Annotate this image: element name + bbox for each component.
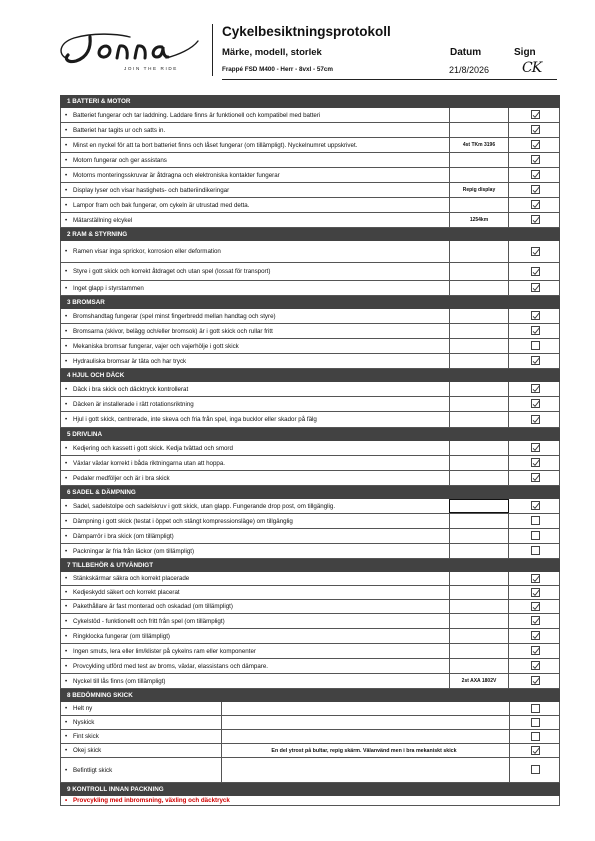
- header-underline: [222, 79, 557, 80]
- column-divider: [509, 758, 510, 782]
- bullet: •: [65, 575, 68, 582]
- checkbox[interactable]: [531, 676, 540, 685]
- bullet: •: [65, 532, 68, 540]
- checkbox[interactable]: [531, 574, 540, 583]
- bullet: •: [65, 385, 68, 393]
- checklist-item-label: [65, 659, 268, 673]
- condition-comment: En del ytrost på bultar, repig skärm. Välanvänd men i bra mekaniskt skick: [271, 747, 457, 754]
- page-title: Cykelbesiktningsprotokoll: [222, 24, 391, 39]
- bullet: •: [65, 156, 68, 164]
- checkbox[interactable]: [531, 531, 540, 540]
- checklist-row: [60, 730, 560, 744]
- bullet: •: [65, 186, 68, 194]
- checklist-item-label: [65, 674, 166, 688]
- checklist-item-text: Mekaniska bromsar fungerar, vajer och vajerhölje i gott skick: [73, 342, 239, 350]
- checklist-item-label: [65, 586, 180, 599]
- checklist-item-text: Mätarställning elcykel: [73, 216, 133, 224]
- checklist-item-text: Cykelstöd - funktionellt och fritt från spel (om tillämpligt): [73, 617, 225, 625]
- checklist-row: [60, 614, 560, 629]
- comment-cell: [449, 263, 509, 280]
- checkbox[interactable]: [531, 616, 540, 625]
- bullet: •: [65, 327, 68, 335]
- checklist-row: [60, 674, 560, 689]
- checklist-row: [60, 263, 560, 281]
- checklist-row: [60, 397, 560, 412]
- checklist-item-label: [65, 441, 233, 455]
- bullet: •: [65, 126, 68, 134]
- checklist-item-text: Nyskick: [73, 719, 95, 726]
- bullet: •: [65, 268, 68, 275]
- checklist-item-text: Hydrauliska bromsar är täta och har tryck: [73, 357, 187, 365]
- bullet: •: [65, 632, 68, 640]
- bullet: •: [65, 719, 68, 726]
- checklist-item-label: [65, 263, 270, 280]
- checkbox[interactable]: [531, 443, 540, 452]
- column-divider: [509, 702, 510, 715]
- checklist-item-label: [65, 529, 174, 543]
- comment-cell: [449, 339, 509, 353]
- checkbox[interactable]: [531, 458, 540, 467]
- checklist-row: [60, 471, 560, 486]
- bullet: •: [65, 201, 68, 209]
- header-divider: [212, 24, 213, 76]
- checklist-item-text: Styre i gott skick och korrekt åtdraget och utan spel (lossat för transport): [73, 268, 271, 275]
- checklist-item-text: Motorn fungerar och ger assistans: [73, 156, 167, 164]
- bullet: •: [65, 547, 68, 555]
- checklist-item-label: [65, 544, 194, 558]
- signature: CK: [522, 60, 542, 76]
- checkbox[interactable]: [531, 516, 540, 525]
- checklist-item-text: Nyckel till lås finns (om tillämpligt): [73, 677, 166, 685]
- comment-cell: [449, 397, 509, 411]
- checkbox[interactable]: [531, 746, 540, 755]
- comment-cell: [449, 644, 509, 658]
- checklist-row: [60, 281, 560, 296]
- condition-comment: [221, 716, 507, 729]
- checklist-item-label: [65, 281, 144, 295]
- checklist-item-text: Stänkskärmar säkra och korrekt placerade: [73, 575, 190, 582]
- checkbox[interactable]: [531, 200, 540, 209]
- comment-cell: 4st TKm 3196: [449, 138, 509, 152]
- checklist-item-text: Bromsarna (skivor, belägg och/eller bromsok) är i gott skick och rullar fritt: [73, 327, 273, 335]
- section-header: 3 BROMSAR: [60, 296, 560, 309]
- bullet: •: [65, 662, 68, 670]
- checklist-item-text: Däcken är installerade i rätt rotationsriktning: [73, 400, 194, 408]
- checklist-item-text: Batteriet fungerar och tar laddning. Laddare finns är funktionell och kompatibel med batteri: [73, 111, 321, 119]
- checkbox[interactable]: [531, 170, 540, 179]
- bullet: •: [65, 603, 68, 610]
- sign-label: Sign: [514, 47, 536, 58]
- bullet: •: [65, 141, 68, 149]
- checklist-item-text: Ringklocka fungerar (om tillämpligt): [73, 632, 170, 640]
- checklist-item-text: Motorns monteringsskruvar är åtdragna och elektroniska kontakter fungerar: [73, 171, 280, 179]
- bullet: •: [65, 444, 68, 452]
- bike-info-label: Märke, modell, storlek: [222, 47, 322, 58]
- checkbox[interactable]: [531, 155, 540, 164]
- checkbox[interactable]: [531, 125, 540, 134]
- checklist-row: [60, 644, 560, 659]
- checklist-row: [60, 382, 560, 397]
- checkbox[interactable]: [531, 415, 540, 424]
- comment-cell: [449, 412, 509, 427]
- checklist-item-label: [65, 499, 335, 513]
- checkbox[interactable]: [531, 501, 540, 510]
- checkbox[interactable]: [531, 215, 540, 224]
- checklist-row: [60, 600, 560, 614]
- bullet: •: [65, 312, 68, 320]
- checklist-item-text: Växlar växlar korrekt i båda riktningarna utan att hoppa.: [73, 459, 226, 467]
- checklist-row: [60, 702, 560, 716]
- comment-cell: [449, 123, 509, 137]
- comment-cell: [449, 614, 509, 628]
- checkbox[interactable]: [531, 704, 540, 713]
- condition-comment: [221, 730, 507, 743]
- checklist-item-label: [65, 730, 99, 743]
- checklist-item-label: [65, 354, 186, 368]
- bullet: •: [65, 733, 68, 740]
- comment-cell: [449, 198, 509, 212]
- checklist-item-text: Dämpning i gott skick (testat i öppet och stängt kompressionsläge) om tillgänglig: [73, 517, 293, 525]
- column-divider: [509, 730, 510, 743]
- checklist-item-label: [65, 572, 189, 585]
- checklist-item-label: [65, 213, 132, 227]
- checklist-item-label: [65, 702, 92, 715]
- checkbox[interactable]: [531, 247, 540, 256]
- section-header: 5 DRIVLINA: [60, 428, 560, 441]
- logo-tagline: JOIN THE RIDE: [124, 66, 178, 71]
- checklist-item-label: [65, 123, 165, 137]
- checklist-item-text: Ingen smuts, lera eller lim/klister på cykelns ram eller komponenter: [73, 647, 256, 655]
- checkbox[interactable]: [531, 588, 540, 597]
- checklist-row: [60, 716, 560, 730]
- checklist-row: [60, 168, 560, 183]
- checklist-item-text: Provcykling med inbromsning, växling och däcktryck: [73, 797, 230, 804]
- comment-cell: [449, 354, 509, 368]
- checkbox[interactable]: [531, 399, 540, 408]
- checklist-item-label: [65, 397, 194, 411]
- comment-cell: [449, 441, 509, 455]
- checklist-item-text: Kedjeskydd säkert och korrekt placerat: [73, 589, 180, 596]
- checklist-item-label: [65, 183, 229, 197]
- checklist-row: [60, 544, 560, 559]
- header: [0, 0, 595, 90]
- checklist-row: [60, 499, 560, 514]
- checklist-item-text: Display lyser och visar hastighets- och batteriindikeringar: [73, 186, 230, 194]
- checkbox[interactable]: [531, 283, 540, 292]
- checkbox[interactable]: [531, 602, 540, 611]
- bullet: •: [65, 747, 68, 754]
- column-divider: [509, 716, 510, 729]
- checklist-item-text: Dämparrör i bra skick (om tillämpligt): [73, 532, 174, 540]
- checkbox[interactable]: [531, 732, 540, 741]
- checklist-item-label: [65, 339, 239, 353]
- checklist-item-label: [65, 412, 317, 427]
- checkbox[interactable]: [531, 326, 540, 335]
- comment-cell: [449, 514, 509, 528]
- checklist-row: [60, 659, 560, 674]
- checklist-item-label: [65, 108, 320, 122]
- comment-cell: [449, 108, 509, 122]
- checklist-item-label: [65, 600, 233, 613]
- comment-cell: [449, 471, 509, 485]
- checklist-item-text: Befintligt skick: [73, 766, 113, 774]
- checklist-item-label: [65, 614, 225, 628]
- checklist-item-label: [65, 382, 188, 396]
- comment-cell: [449, 586, 509, 599]
- comment-cell: [449, 281, 509, 295]
- checklist-item-text: Minst en nyckel för att ta bort batteriet finns och låset fungerar (om tillämpligt). Nyckelnumret uppskrivet.: [73, 141, 358, 149]
- bullet: •: [65, 248, 68, 255]
- jonna-logo: [56, 25, 202, 73]
- checkbox[interactable]: [531, 718, 540, 727]
- bullet: •: [65, 474, 68, 482]
- checklist-item-label: [65, 241, 221, 262]
- checklist-item-text: Ramen visar inga sprickor, korrosion eller deformation: [73, 248, 221, 255]
- bullet: •: [65, 797, 68, 804]
- checklist-row: [60, 309, 560, 324]
- checklist-item-text: Bromshandtag fungerar (spel minst fingerbredd mellan handtag och styre): [73, 312, 276, 320]
- bullet: •: [65, 342, 68, 350]
- checklist-row: [60, 153, 560, 168]
- condition-comment: [221, 702, 507, 715]
- bullet: •: [65, 357, 68, 365]
- checklist-item-label: [65, 629, 170, 643]
- comment-cell: [449, 309, 509, 323]
- checklist-item-text: Inget glapp i styrstammen: [73, 284, 144, 292]
- checklist-item-text: Hjul i gott skick, centrerade, inte skeva och fria från spel, inga bucklor eller skador på fälg: [73, 416, 317, 423]
- comment-cell: [449, 600, 509, 613]
- comment-cell: [449, 456, 509, 470]
- comment-cell: [449, 168, 509, 182]
- checklist-item-label: [65, 796, 230, 805]
- checklist-row: [60, 441, 560, 456]
- checklist-row: [60, 138, 560, 153]
- checklist-item-text: Fint skick: [73, 733, 99, 740]
- date-label: Datum: [450, 47, 482, 58]
- checkbox[interactable]: [531, 140, 540, 149]
- checkbox[interactable]: [531, 765, 540, 774]
- section-header: 9 KONTROLL INNAN PACKNING: [60, 783, 560, 796]
- bullet: •: [65, 416, 68, 423]
- checklist-item-text: Okej skick: [73, 747, 102, 754]
- checklist-item-label: [65, 644, 256, 658]
- comment-cell: [449, 544, 509, 558]
- section-header: 2 RAM & STYRNING: [60, 228, 560, 241]
- checkbox[interactable]: [531, 661, 540, 670]
- bullet: •: [65, 459, 68, 467]
- comment-cell: [449, 382, 509, 396]
- checklist-item-label: [65, 138, 357, 152]
- checklist-item-text: Lampor fram och bak fungerar, om cykeln är utrustad med detta.: [73, 201, 250, 209]
- checklist-item-label: [65, 744, 101, 757]
- column-divider: [509, 744, 510, 757]
- checkbox[interactable]: [531, 311, 540, 320]
- checkbox[interactable]: [531, 185, 540, 194]
- checkbox[interactable]: [531, 546, 540, 555]
- checklist-item-text: Pedaler medföljer och är i bra skick: [73, 474, 170, 482]
- checklist-row: [60, 572, 560, 586]
- bullet: •: [65, 705, 68, 712]
- checklist-row: [60, 514, 560, 529]
- bullet: •: [65, 171, 68, 179]
- checklist-item-text: Kedjering och kassett i gott skick. Kedja tvättad och smord: [73, 444, 233, 452]
- bullet: •: [65, 677, 68, 685]
- checklist-row: [60, 629, 560, 644]
- checkbox[interactable]: [531, 356, 540, 365]
- checklist-item-label: [65, 153, 167, 167]
- bullet: •: [65, 589, 68, 596]
- checklist-row: [60, 354, 560, 369]
- checklist-item-label: [65, 471, 170, 485]
- checklist-row: [60, 123, 560, 138]
- comment-cell: [449, 629, 509, 643]
- checkbox[interactable]: [531, 473, 540, 482]
- checklist-row: [60, 324, 560, 339]
- bullet: •: [65, 617, 68, 625]
- checklist-row: [60, 241, 560, 263]
- section-header: 7 TILLBEHÖR & UTVÄNDIGT: [60, 559, 560, 572]
- checkbox[interactable]: [531, 384, 540, 393]
- checklist-row: [60, 744, 560, 758]
- bullet: •: [65, 502, 68, 510]
- checklist-row: [60, 198, 560, 213]
- checklist-row: [60, 339, 560, 354]
- bullet: •: [65, 400, 68, 408]
- checklist-item-label: [65, 324, 273, 338]
- checklist-item-label: [65, 168, 280, 182]
- checklist-row: [60, 213, 560, 228]
- checklist-item-label: [65, 716, 94, 729]
- section-header: 4 HJUL OCH DÄCK: [60, 369, 560, 382]
- inspection-form: [60, 95, 560, 806]
- checklist-item-text: Batteriet har tagits ur och satts in.: [73, 126, 166, 134]
- comment-cell: [449, 572, 509, 585]
- checkbox[interactable]: [531, 267, 540, 276]
- checklist-item-text: Pakethållare är fast monterad och oskadad (om tillämpligt): [73, 603, 233, 610]
- checkbox[interactable]: [531, 631, 540, 640]
- bullet: •: [65, 766, 68, 774]
- bullet: •: [65, 284, 68, 292]
- comment-cell: [449, 153, 509, 167]
- checklist-item-text: Helt ny: [73, 705, 93, 712]
- comment-cell: Repig display: [449, 183, 509, 197]
- checklist-row: [60, 183, 560, 198]
- checklist-row: [60, 108, 560, 123]
- section-header: 8 BEDÖMNING SKICK: [60, 689, 560, 702]
- section-header: 1 BATTERI & MOTOR: [60, 95, 560, 108]
- checklist-item-label: [65, 198, 249, 212]
- comment-cell: [449, 529, 509, 543]
- checkbox[interactable]: [531, 646, 540, 655]
- checklist-item-text: Packningar är fria från läckor (om tillämpligt): [73, 547, 195, 555]
- checklist-row: [60, 412, 560, 428]
- bullet: •: [65, 216, 68, 224]
- bike-info-value: Frappé FSD M400 - Herr - 8vxl - 57cm: [222, 66, 333, 73]
- bullet: •: [65, 111, 68, 119]
- checklist-item-label: [65, 456, 225, 470]
- comment-cell: [449, 324, 509, 338]
- checklist-row: [60, 529, 560, 544]
- checklist-row: [60, 586, 560, 600]
- checklist-row: [60, 758, 560, 783]
- comment-cell: [449, 659, 509, 673]
- checklist-item-text: Däck i bra skick och däcktryck kontrollerat: [73, 385, 189, 393]
- highlighted-comment-cell: [449, 499, 509, 513]
- date-value: 21/8/2026: [449, 65, 490, 75]
- bullet: •: [65, 647, 68, 655]
- comment-cell: 2st AXA 1802V: [449, 674, 509, 688]
- checklist-item-label: [65, 758, 112, 782]
- checklist-item-label: [65, 514, 293, 528]
- checkbox[interactable]: [531, 341, 540, 350]
- bullet: •: [65, 517, 68, 525]
- comment-cell: [449, 241, 509, 262]
- checkbox[interactable]: [531, 110, 540, 119]
- checklist-item-label: [65, 309, 276, 323]
- checklist-item-text: Provcykling utförd med test av broms, växlar, elassistans och dämpare.: [73, 662, 268, 670]
- checklist-row: [60, 796, 560, 806]
- checklist-item-text: Sadel, sadelstolpe och sadelskruv i gott skick, utan glapp. Fungerande drop post, om tillgänglig.: [73, 502, 336, 510]
- comment-cell: 1254km: [449, 213, 509, 227]
- section-header: 6 SADEL & DÄMPNING: [60, 486, 560, 499]
- condition-comment: [221, 758, 507, 782]
- checklist-row: [60, 456, 560, 471]
